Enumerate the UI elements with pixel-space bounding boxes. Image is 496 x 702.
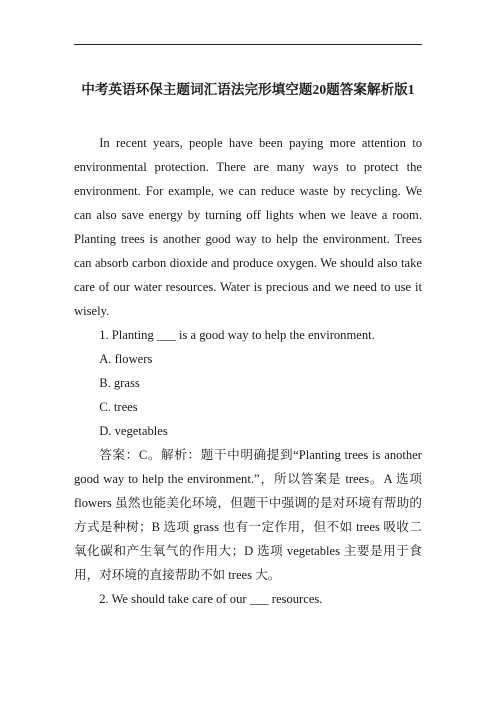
- question-stem: 1. Planting ___ is a good way to help the environment.: [99, 328, 375, 342]
- header-rule: [74, 44, 422, 45]
- option-b: B. grass: [99, 376, 140, 390]
- option-d: D. vegetables: [99, 424, 168, 438]
- option-c: C. trees: [99, 400, 138, 414]
- answer-explanation: 答案：C。解析：题干中明确提到“Planting trees is another good way to help the environment.”，所以答案是 trees。A 选项 flowers 虽然也能美化环境，但题干中强调的是对环境有帮助的方式是种树；B 选项 grass 也有一定作用，但不如 trees 吸收二氧化碳和产生氧气的作用大；D 选项 vegetables 主要是用于食用，对环境的直接帮助不如 trees 大。: [74, 448, 422, 582]
- document-body: [74, 131, 422, 611]
- document-title: 中考英语环保主题词汇语法完形填空题20题答案解析版1: [81, 82, 415, 97]
- question-stem: 2. We should take care of our ___ resources.: [99, 592, 323, 606]
- reading-passage: In recent years, people have been paying more attention to environmental protection. There are many ways to protect the environment. For example, we can reduce waste by recycling. We can also save energy by turning off lights when we leave a room. Planting trees is another good way to help the environment. Trees can absorb carbon dioxide and produce oxygen. We should also take care of our water resources. Water is precious and we need to use it wisely.: [74, 136, 422, 318]
- option-a: A. flowers: [99, 352, 153, 366]
